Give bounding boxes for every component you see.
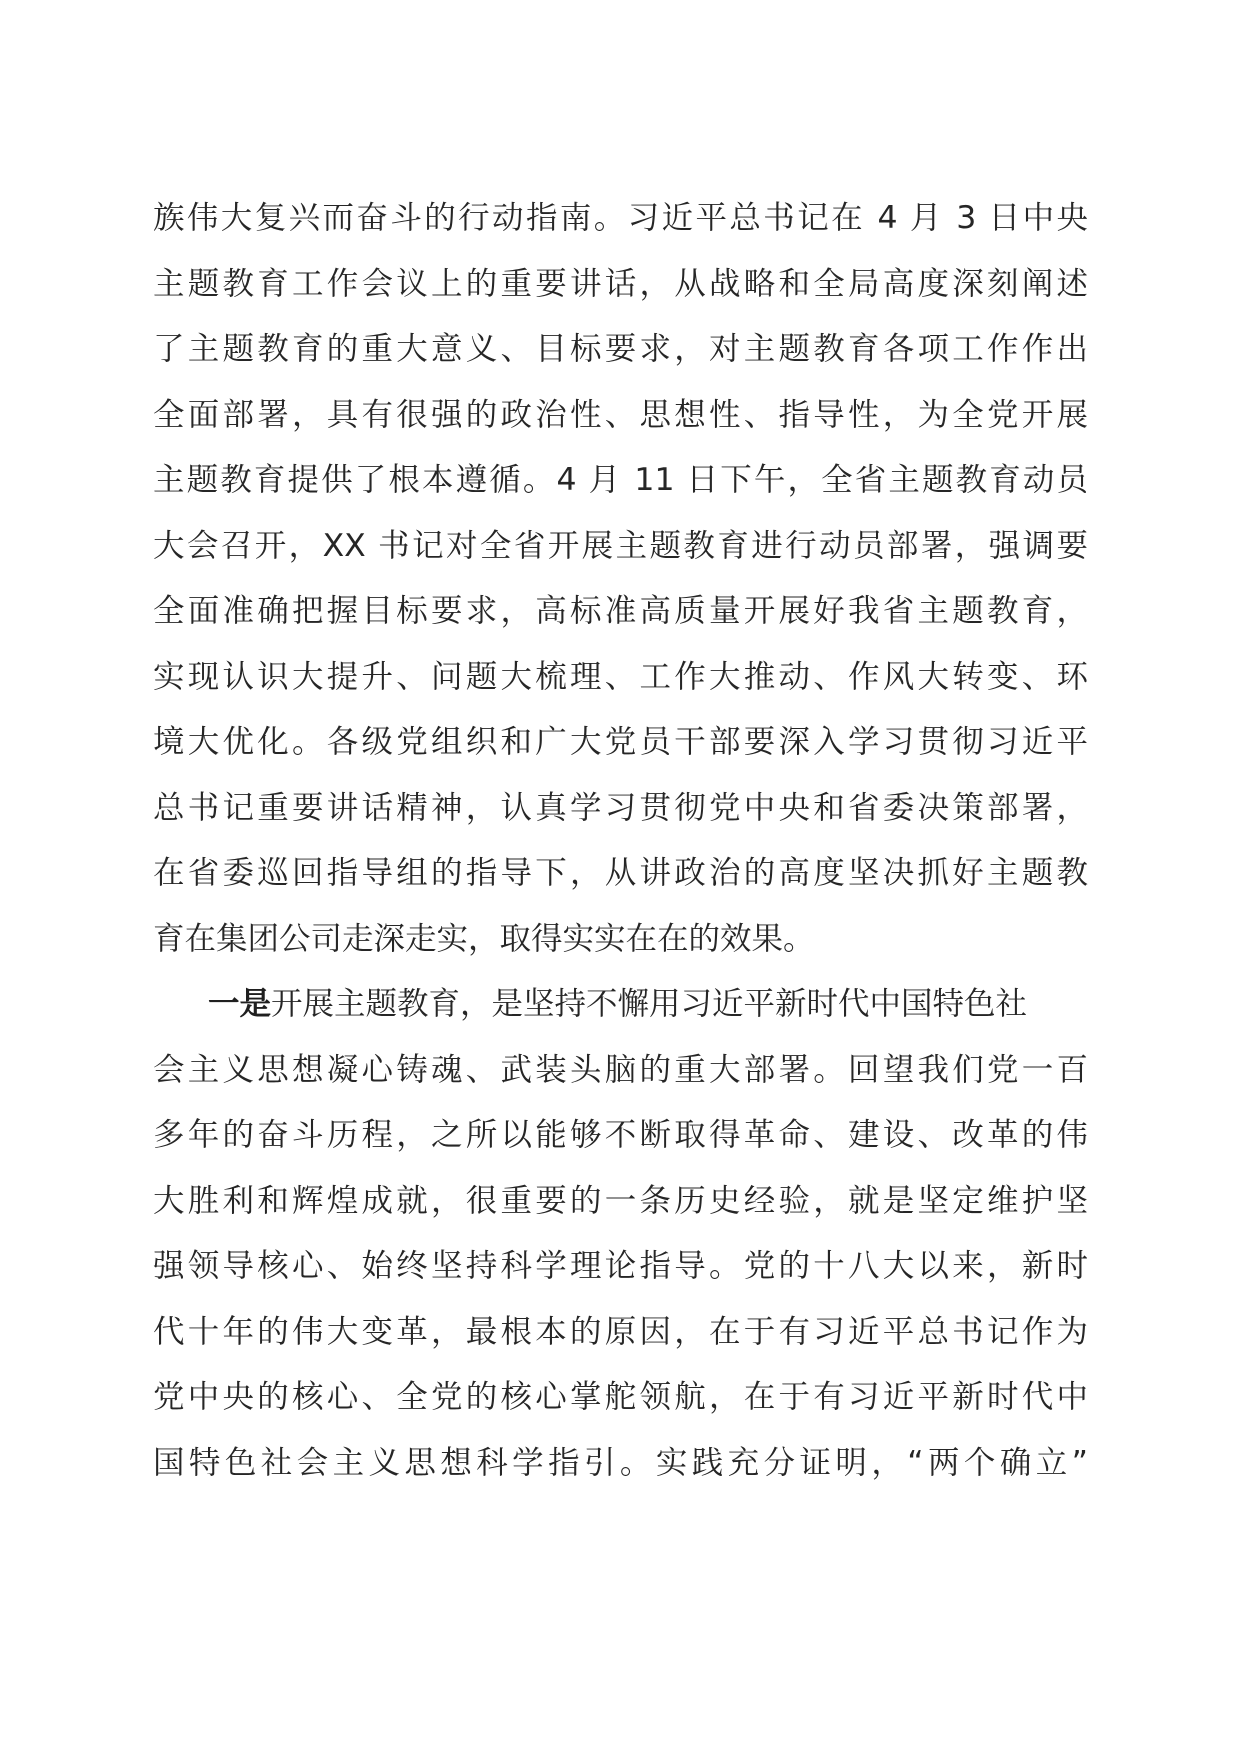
paragraph-2-line: 大胜利和辉煌成就，很重要的一条历史经验，就是坚定维护坚 [153, 1182, 1088, 1219]
document-body [153, 186, 1088, 1496]
paragraph-1-line: 在省委巡回指导组的指导下，从讲政治的高度坚决抓好主题教 [153, 855, 1088, 891]
lead-bold-text: 一是 [208, 986, 272, 1022]
paragraph-1-line: 全面部署，具有很强的政治性、思想性、指导性，为全党开展 [153, 396, 1088, 433]
paragraph-2-line: 国特色社会主义思想科学指引。实践充分证明，“两个确立” [153, 1444, 1088, 1481]
paragraph-2-line: 党中央的核心、全党的核心掌舵领航，在于有习近平新时代中 [153, 1379, 1088, 1415]
paragraph-1-line: 主题教育提供了根本遵循。4 月 11 日下午，全省主题教育动员 [153, 462, 1088, 498]
paragraph-2-line: 会主义思想凝心铸魂、武装头脑的重大部署。回望我们党一百 [153, 1051, 1088, 1088]
paragraph-2-first-line-text: 开展主题教育，是坚持不懈用习近平新时代中国特色社 [271, 986, 1028, 1022]
paragraph-2 [153, 972, 1088, 1496]
paragraph-2-line: 代十年的伟大变革，最根本的原因，在于有习近平总书记作为 [153, 1313, 1088, 1350]
paragraph-1-line: 实现认识大提升、问题大梳理、工作大推动、作风大转变、环 [153, 658, 1088, 695]
paragraph-1-line: 主题教育工作会议上的重要讲话，从战略和全局高度深刻阐述 [153, 265, 1088, 302]
paragraph-1-line: 境大优化。各级党组织和广大党员干部要深入学习贯彻习近平 [153, 724, 1088, 760]
paragraph-1-last-line: 育在集团公司走深走实，取得实实在在的效果。 [153, 920, 815, 957]
paragraph-1-line: 全面准确把握目标要求，高标准高质量开展好我省主题教育， [153, 593, 1088, 629]
paragraph-2-first-line [153, 972, 1088, 1038]
paragraph-1-line: 大会召开，XX 书记对全省开展主题教育进行动员部署，强调要 [153, 527, 1088, 564]
paragraph-2-line: 多年的奋斗历程，之所以能够不断取得革命、建设、改革的伟 [153, 1117, 1088, 1153]
paragraph-1-line: 总书记重要讲话精神，认真学习贯彻党中央和省委决策部署， [153, 789, 1088, 826]
paragraph-2-line: 强领导核心、始终坚持科学理论指导。党的十八大以来，新时 [153, 1248, 1088, 1284]
paragraph-1-line: 族伟大复兴而奋斗的行动指南。习近平总书记在 4 月 3 日中央 [153, 200, 1088, 236]
paragraph-1 [153, 186, 1088, 972]
paragraph-1-line: 了主题教育的重大意义、目标要求，对主题教育各项工作作出 [153, 331, 1088, 367]
